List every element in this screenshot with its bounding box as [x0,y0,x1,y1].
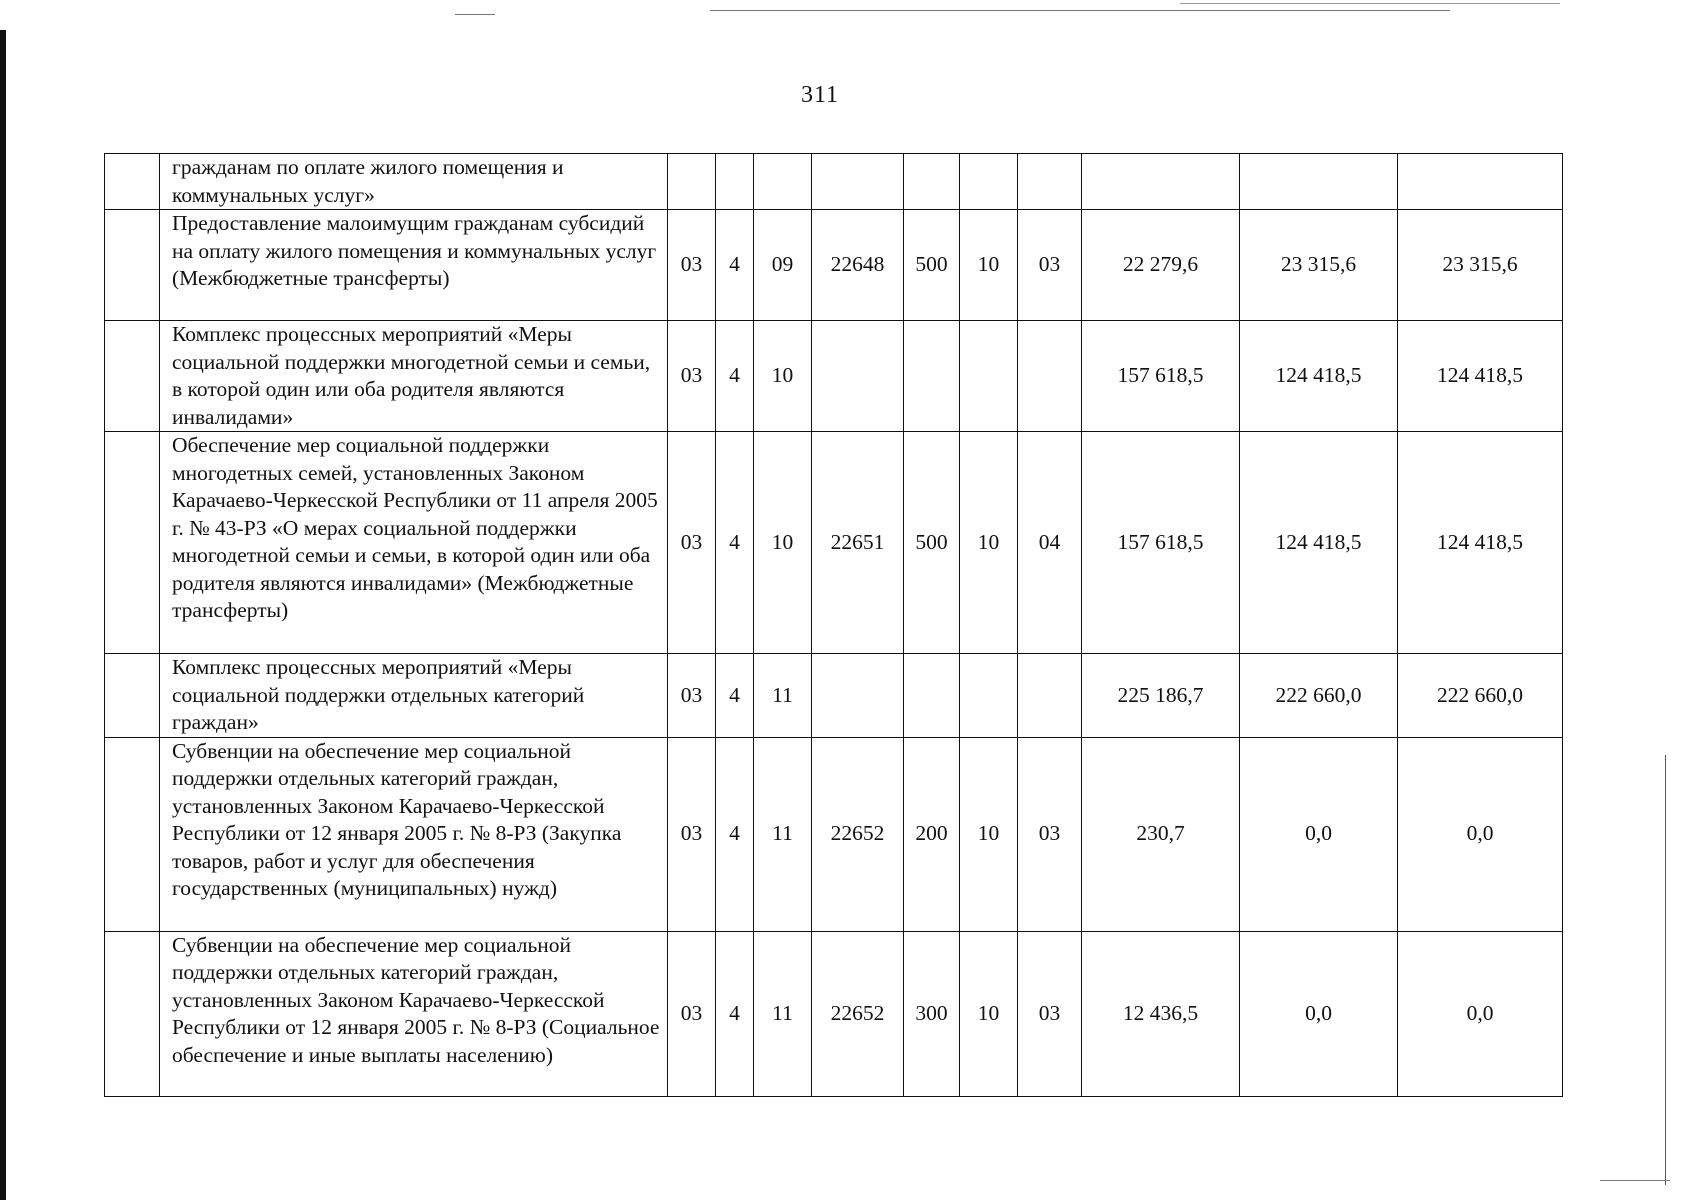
table-row [105,654,1563,738]
gp-code-cell: 03 [668,654,716,738]
amount-year1-cell: 225 186,7 [1082,654,1240,738]
expense-type-cell [904,321,960,432]
subsection-cell: 03 [1018,210,1082,321]
gp-code-cell [668,154,716,210]
event-code-cell: 11 [754,931,812,1096]
amount-year2-cell: 124 418,5 [1240,321,1398,432]
direction-code-cell: 22652 [812,737,904,931]
event-code-cell: 10 [754,321,812,432]
row-index-cell [105,931,160,1096]
direction-code-cell [812,654,904,738]
item-name-cell: Комплекс процессных мероприятий «Меры социальной поддержки отдельных категорий граждан» [160,654,668,738]
amount-year3-cell: 0,0 [1398,931,1563,1096]
subprogram-code-cell: 4 [716,737,754,931]
direction-code-cell [812,154,904,210]
page-number: 311 [800,82,840,108]
amount-year1-cell: 157 618,5 [1082,432,1240,654]
gp-code-cell: 03 [668,321,716,432]
amount-year3-cell: 222 660,0 [1398,654,1563,738]
scan-artifact-bottom [1600,1180,1670,1181]
subsection-cell: 04 [1018,432,1082,654]
amount-year3-cell: 0,0 [1398,737,1563,931]
event-code-cell: 11 [754,654,812,738]
amount-year3-cell: 124 418,5 [1398,321,1563,432]
event-code-cell: 09 [754,210,812,321]
scan-artifact-right [1665,755,1666,1185]
row-index-cell [105,654,160,738]
table-row [105,432,1563,654]
scan-edge-left [0,30,6,1200]
amount-year1-cell: 12 436,5 [1082,931,1240,1096]
direction-code-cell [812,321,904,432]
subsection-cell: 03 [1018,931,1082,1096]
table-row [105,321,1563,432]
table-row [105,931,1563,1096]
gp-code-cell: 03 [668,737,716,931]
section-cell: 10 [960,432,1018,654]
direction-code-cell: 22648 [812,210,904,321]
section-cell [960,154,1018,210]
expense-type-cell: 500 [904,432,960,654]
expense-type-cell: 500 [904,210,960,321]
scan-artifact-top [710,10,1450,11]
section-cell: 10 [960,737,1018,931]
amount-year3-cell [1398,154,1563,210]
item-name-cell: гражданам по оплате жилого помещения и коммунальных услуг» [160,154,668,210]
amount-year3-cell: 23 315,6 [1398,210,1563,321]
scan-artifact-top [455,14,495,15]
item-name-cell: Субвенции на обеспечение мер социальной поддержки отдельных категорий граждан, установленных Законом Карачаево-Черкесской Республики от 12 января 2005 г. № 8-РЗ (Закупка товаров, работ и услуг для обеспечения государственных (муниципальных) нужд) [160,737,668,931]
section-cell [960,654,1018,738]
subprogram-code-cell: 4 [716,321,754,432]
event-code-cell: 11 [754,737,812,931]
row-index-cell [105,432,160,654]
amount-year2-cell [1240,154,1398,210]
row-index-cell [105,321,160,432]
subprogram-code-cell: 4 [716,210,754,321]
item-name-cell: Комплекс процессных мероприятий «Меры социальной поддержки многодетной семьи и семьи, в которой один или оба родителя являются инвалидами» [160,321,668,432]
subsection-cell [1018,321,1082,432]
item-name-cell: Субвенции на обеспечение мер социальной поддержки отдельных категорий граждан, установленных Законом Карачаево-Черкесской Республики от 12 января 2005 г. № 8-РЗ (Социальное обеспечение и иные выплаты населению) [160,931,668,1096]
expense-type-cell [904,654,960,738]
gp-code-cell: 03 [668,432,716,654]
subprogram-code-cell [716,154,754,210]
subsection-cell [1018,154,1082,210]
event-code-cell: 10 [754,432,812,654]
gp-code-cell: 03 [668,931,716,1096]
amount-year2-cell: 0,0 [1240,931,1398,1096]
row-index-cell [105,154,160,210]
amount-year1-cell: 22 279,6 [1082,210,1240,321]
expense-type-cell: 200 [904,737,960,931]
subprogram-code-cell: 4 [716,654,754,738]
amount-year1-cell: 230,7 [1082,737,1240,931]
budget-table [104,153,1563,1097]
scan-artifact-top [1180,3,1560,4]
gp-code-cell: 03 [668,210,716,321]
item-name-cell: Предоставление малоимущим гражданам субсидий на оплату жилого помещения и коммунальных услуг (Межбюджетные трансферты) [160,210,668,321]
amount-year3-cell: 124 418,5 [1398,432,1563,654]
subsection-cell: 03 [1018,737,1082,931]
expense-type-cell [904,154,960,210]
subsection-cell [1018,654,1082,738]
row-index-cell [105,210,160,321]
table-row [105,154,1563,210]
section-cell [960,321,1018,432]
table-row [105,737,1563,931]
amount-year1-cell [1082,154,1240,210]
direction-code-cell: 22651 [812,432,904,654]
section-cell: 10 [960,210,1018,321]
section-cell: 10 [960,931,1018,1096]
table-row [105,210,1563,321]
amount-year2-cell: 23 315,6 [1240,210,1398,321]
amount-year2-cell: 222 660,0 [1240,654,1398,738]
subprogram-code-cell: 4 [716,931,754,1096]
subprogram-code-cell: 4 [716,432,754,654]
amount-year2-cell: 124 418,5 [1240,432,1398,654]
item-name-cell: Обеспечение мер социальной поддержки многодетных семей, установленных Законом Карачаево-Черкесской Республики от 11 апреля 2005 г. № 43-РЗ «О мерах социальной поддержки многодетной семьи и семьи, в которой один или оба родителя являются инвалидами» (Межбюджетные трансферты) [160,432,668,654]
expense-type-cell: 300 [904,931,960,1096]
amount-year1-cell: 157 618,5 [1082,321,1240,432]
direction-code-cell: 22652 [812,931,904,1096]
table-body [105,154,1563,1097]
row-index-cell [105,737,160,931]
amount-year2-cell: 0,0 [1240,737,1398,931]
event-code-cell [754,154,812,210]
